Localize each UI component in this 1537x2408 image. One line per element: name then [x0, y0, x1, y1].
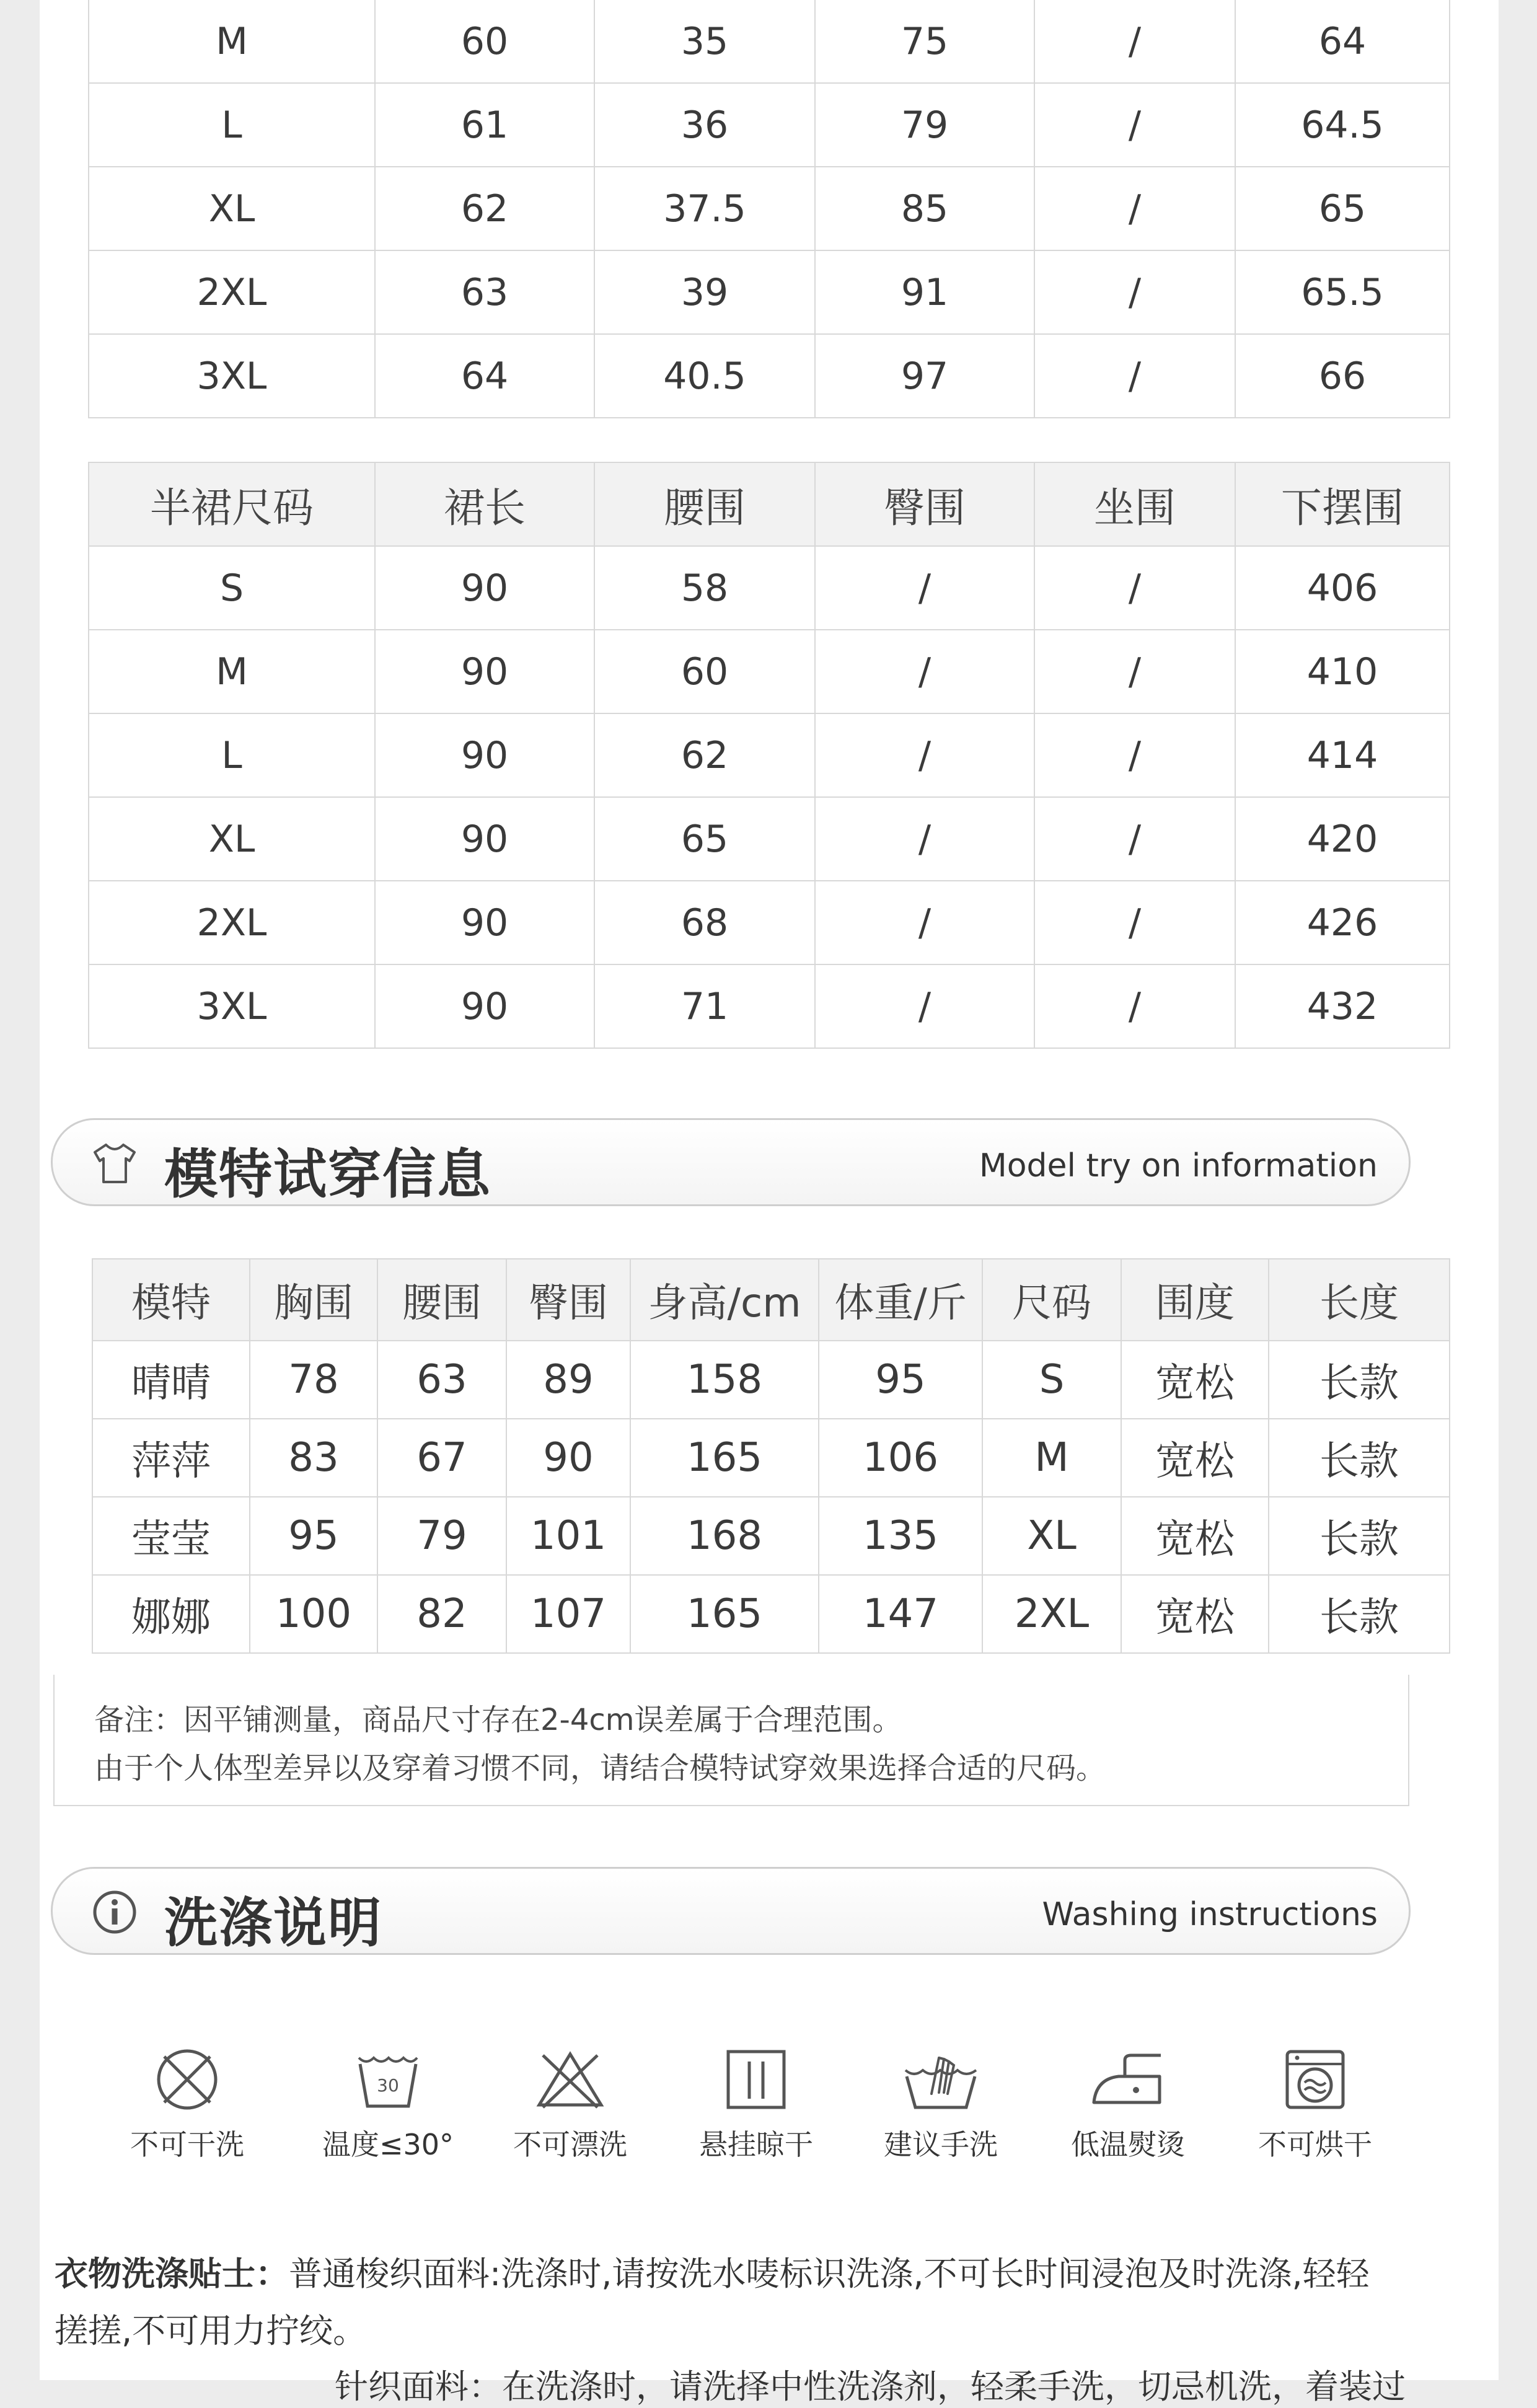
top-size-cell: / — [1034, 167, 1235, 250]
model-info-banner — [51, 1118, 1411, 1206]
top-size-cell: 35 — [594, 0, 815, 83]
top-size-cell: 75 — [815, 0, 1034, 83]
model-header-cell: 臀围 — [506, 1259, 630, 1341]
skirt-size-header-cell: 半裙尺码 — [89, 462, 375, 546]
model-cell: 67 — [377, 1419, 506, 1497]
model-cell: 78 — [250, 1341, 377, 1419]
top-size-cell: L — [89, 83, 375, 167]
skirt-size-cell: L — [89, 713, 375, 797]
wash-30-icon — [354, 2045, 422, 2114]
model-header-cell: 体重/斤 — [819, 1259, 982, 1341]
model-cell: S — [982, 1341, 1121, 1419]
washing-banner-title: 洗涤说明 — [164, 1892, 382, 1954]
tshirt-icon — [90, 1139, 139, 1188]
tips-line-1: 普通梭织面料:洗涤时,请按洗水唛标识洗涤,不可长时间浸泡及时洗涤,轻轻 — [289, 2254, 1370, 2293]
svg-text:30: 30 — [377, 2075, 399, 2096]
skirt-size-cell: 3XL — [89, 964, 375, 1048]
wash-label-hand-wash: 建议手洗 — [884, 2128, 998, 2161]
skirt-size-header-row — [89, 462, 1450, 546]
tips-line-3: 针织面料：在洗涤时，请洗择中性洗涤剂，轻柔手洗，切忌机洗，着装过 — [335, 2367, 1406, 2406]
skirt-size-header-cell: 裙长 — [375, 462, 594, 546]
no-bleach-icon — [533, 2045, 607, 2114]
model-cell: 莹莹 — [92, 1497, 250, 1575]
model-header-cell: 尺码 — [982, 1259, 1121, 1341]
model-cell: 宽松 — [1121, 1575, 1269, 1653]
skirt-size-cell: / — [1034, 713, 1235, 797]
top-size-cell: 60 — [375, 0, 594, 83]
skirt-size-header-cell: 坐围 — [1034, 462, 1235, 546]
model-cell: 106 — [819, 1419, 982, 1497]
top-size-table — [88, 0, 1450, 418]
skirt-size-header-cell: 臀围 — [815, 462, 1034, 546]
skirt-size-cell: 90 — [375, 630, 594, 713]
info-icon — [90, 1887, 139, 1937]
top-size-cell: 64 — [1235, 0, 1450, 83]
skirt-size-header-cell: 下摆围 — [1235, 462, 1450, 546]
wash-label-low-iron: 低温熨烫 — [1071, 2128, 1185, 2161]
skirt-size-row — [89, 713, 1450, 797]
skirt-size-cell: / — [815, 546, 1034, 630]
model-cell: 长款 — [1269, 1419, 1450, 1497]
skirt-size-cell: 90 — [375, 797, 594, 881]
tips-line-2: 搓搓,不可用力拧绞。 — [55, 2311, 367, 2350]
skirt-size-row — [89, 881, 1450, 964]
top-size-cell: / — [1034, 0, 1235, 83]
model-row — [92, 1419, 1450, 1497]
skirt-size-cell: 71 — [594, 964, 815, 1048]
skirt-size-cell: 60 — [594, 630, 815, 713]
skirt-size-row — [89, 964, 1450, 1048]
top-size-cell: 79 — [815, 83, 1034, 167]
skirt-size-cell: / — [1034, 630, 1235, 713]
model-table — [92, 1258, 1450, 1654]
wash-label-hang-dry: 悬挂晾干 — [699, 2128, 813, 2161]
wash-item-hang-dry — [688, 2045, 824, 2163]
top-size-cell: 37.5 — [594, 167, 815, 250]
model-cell: 101 — [506, 1497, 630, 1575]
model-cell: 95 — [819, 1341, 982, 1419]
top-size-cell: 85 — [815, 167, 1034, 250]
model-header-cell: 长度 — [1269, 1259, 1450, 1341]
top-size-cell: 2XL — [89, 250, 375, 334]
note-line-2: 由于个人体型差异以及穿着习惯不同，请结合模特试穿效果选择合适的尺码。 — [94, 1751, 1106, 1786]
model-header-cell: 模特 — [92, 1259, 250, 1341]
skirt-size-cell: XL — [89, 797, 375, 881]
model-cell: 2XL — [982, 1575, 1121, 1653]
hand-wash-icon — [901, 2045, 981, 2114]
model-cell: 147 — [819, 1575, 982, 1653]
skirt-size-row — [89, 797, 1450, 881]
wash-item-no-bleach — [502, 2045, 638, 2163]
skirt-size-cell: 90 — [375, 546, 594, 630]
top-size-cell: 39 — [594, 250, 815, 334]
skirt-size-cell: 410 — [1235, 630, 1450, 713]
note-line-1: 备注：因平铺测量，商品尺寸存在2-4cm误差属于合理范围。 — [94, 1703, 902, 1737]
model-cell: 89 — [506, 1341, 630, 1419]
top-size-cell: 61 — [375, 83, 594, 167]
model-banner-title: 模特试穿信息 — [164, 1144, 491, 1206]
wash-item-no-dry-clean — [119, 2045, 255, 2163]
skirt-size-cell: / — [1034, 797, 1235, 881]
top-size-cell: / — [1034, 334, 1235, 418]
skirt-size-cell: 90 — [375, 713, 594, 797]
top-size-cell: 3XL — [89, 334, 375, 418]
top-size-cell: 63 — [375, 250, 594, 334]
wash-item-no-tumble-dry — [1247, 2045, 1383, 2163]
skirt-size-cell: 65 — [594, 797, 815, 881]
model-cell: 宽松 — [1121, 1341, 1269, 1419]
washing-banner — [51, 1867, 1411, 1955]
model-cell: 长款 — [1269, 1497, 1450, 1575]
model-cell: 100 — [250, 1575, 377, 1653]
tips-label: 衣物洗涤贴士： — [55, 2254, 289, 2293]
top-size-row — [89, 334, 1450, 418]
top-size-cell: / — [1034, 250, 1235, 334]
model-cell: XL — [982, 1497, 1121, 1575]
top-size-cell: M — [89, 0, 375, 83]
skirt-size-cell: 90 — [375, 881, 594, 964]
skirt-size-cell: / — [815, 964, 1034, 1048]
model-header-row — [92, 1259, 1450, 1341]
model-cell: 萍萍 — [92, 1419, 250, 1497]
top-size-cell: 65.5 — [1235, 250, 1450, 334]
washing-banner-subtitle: Washing instructions — [1042, 1896, 1378, 1933]
model-header-cell: 胸围 — [250, 1259, 377, 1341]
model-cell: 107 — [506, 1575, 630, 1653]
top-size-cell: 64 — [375, 334, 594, 418]
wash-item-low-iron — [1060, 2045, 1196, 2163]
wash-label-temp: 温度≤30° — [322, 2128, 454, 2161]
skirt-size-cell: 426 — [1235, 881, 1450, 964]
skirt-size-cell: / — [815, 797, 1034, 881]
model-cell: 长款 — [1269, 1341, 1450, 1419]
model-row — [92, 1497, 1450, 1575]
model-cell: 83 — [250, 1419, 377, 1497]
top-size-cell: / — [1034, 83, 1235, 167]
skirt-size-cell: 68 — [594, 881, 815, 964]
model-cell: 娜娜 — [92, 1575, 250, 1653]
model-header-cell: 身高/cm — [630, 1259, 819, 1341]
skirt-size-table — [88, 462, 1450, 1049]
model-cell: 长款 — [1269, 1575, 1450, 1653]
model-cell: 168 — [630, 1497, 819, 1575]
skirt-size-cell: 62 — [594, 713, 815, 797]
model-cell: 79 — [377, 1497, 506, 1575]
low-iron-icon — [1088, 2045, 1168, 2114]
top-size-cell: 62 — [375, 167, 594, 250]
skirt-size-cell: 432 — [1235, 964, 1450, 1048]
model-cell: 宽松 — [1121, 1497, 1269, 1575]
top-size-cell: XL — [89, 167, 375, 250]
model-row — [92, 1575, 1450, 1653]
tips-line-2-wrap — [55, 2304, 366, 2352]
tips-line-3-wrap — [335, 2360, 1406, 2408]
washing-tips — [55, 2247, 1370, 2295]
model-cell: 165 — [630, 1575, 819, 1653]
skirt-size-row — [89, 546, 1450, 630]
skirt-size-cell: 406 — [1235, 546, 1450, 630]
wash-item-temp — [320, 2045, 456, 2163]
model-cell: 135 — [819, 1497, 982, 1575]
model-cell: 158 — [630, 1341, 819, 1419]
wash-label-no-tumble-dry: 不可烘干 — [1258, 2128, 1372, 2161]
model-cell: 82 — [377, 1575, 506, 1653]
skirt-size-cell: 414 — [1235, 713, 1450, 797]
wash-item-hand-wash — [873, 2045, 1009, 2163]
top-size-row — [89, 83, 1450, 167]
model-row — [92, 1341, 1450, 1419]
skirt-size-cell: / — [1034, 546, 1235, 630]
no-dry-clean-icon — [153, 2045, 221, 2114]
skirt-size-cell: / — [1034, 881, 1235, 964]
skirt-size-cell: 90 — [375, 964, 594, 1048]
skirt-size-cell: / — [815, 713, 1034, 797]
skirt-size-cell: 2XL — [89, 881, 375, 964]
wash-label-no-dry-clean: 不可干洗 — [130, 2128, 244, 2161]
top-size-row — [89, 167, 1450, 250]
model-cell: M — [982, 1419, 1121, 1497]
skirt-size-cell: / — [815, 630, 1034, 713]
top-size-cell: 65 — [1235, 167, 1450, 250]
hang-dry-icon — [722, 2045, 790, 2114]
top-size-cell: 40.5 — [594, 334, 815, 418]
model-cell: 宽松 — [1121, 1419, 1269, 1497]
skirt-size-cell: S — [89, 546, 375, 630]
top-size-row — [89, 0, 1450, 83]
top-size-cell: 97 — [815, 334, 1034, 418]
model-header-cell: 腰围 — [377, 1259, 506, 1341]
skirt-size-cell: 58 — [594, 546, 815, 630]
top-size-cell: 64.5 — [1235, 83, 1450, 167]
model-cell: 95 — [250, 1497, 377, 1575]
skirt-size-cell: 420 — [1235, 797, 1450, 881]
skirt-size-header-cell: 腰围 — [594, 462, 815, 546]
model-cell: 63 — [377, 1341, 506, 1419]
skirt-size-row — [89, 630, 1450, 713]
skirt-size-cell: / — [815, 881, 1034, 964]
model-cell: 165 — [630, 1419, 819, 1497]
top-size-cell: 91 — [815, 250, 1034, 334]
top-size-cell: 36 — [594, 83, 815, 167]
model-header-cell: 围度 — [1121, 1259, 1269, 1341]
model-banner-subtitle: Model try on information — [979, 1147, 1378, 1184]
wash-label-no-bleach: 不可漂洗 — [513, 2128, 627, 2161]
top-size-cell: 66 — [1235, 334, 1450, 418]
model-cell: 90 — [506, 1419, 630, 1497]
model-cell: 晴晴 — [92, 1341, 250, 1419]
skirt-size-cell: / — [1034, 964, 1235, 1048]
no-tumble-dry-icon — [1281, 2045, 1349, 2114]
top-size-row — [89, 250, 1450, 334]
model-note-box — [53, 1675, 1409, 1806]
skirt-size-cell: M — [89, 630, 375, 713]
